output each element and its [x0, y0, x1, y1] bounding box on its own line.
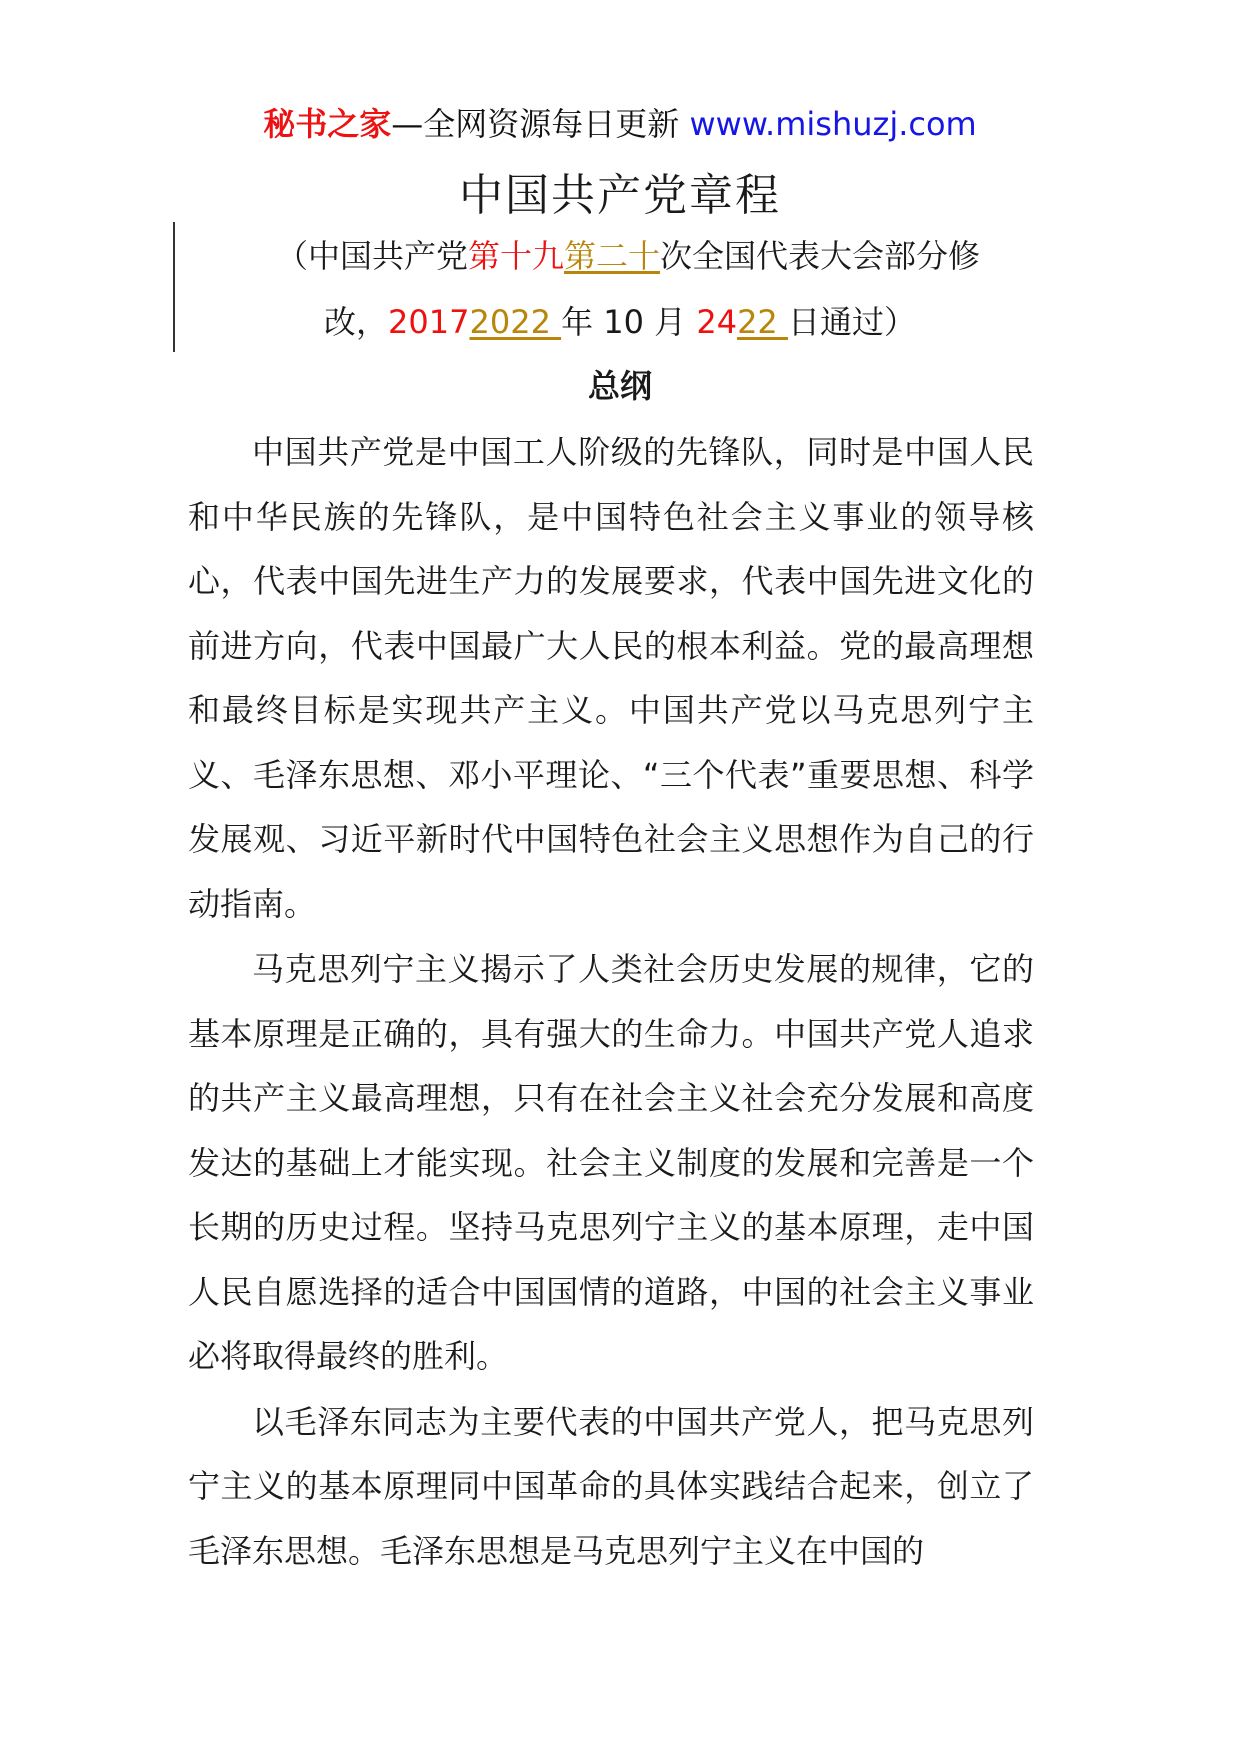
body-paragraph-3: 以毛泽东同志为主要代表的中国共产党人，把马克思列宁主义的基本原理同中国革命的具体实践结合起来，创立了毛泽东思想。毛泽东思想是马克思列宁主义在中国的 — [188, 1402, 1034, 1570]
inserted-day-text: 22 — [737, 303, 788, 341]
subtitle-line-2 — [0, 298, 1240, 346]
subtitle-month-text: 年 10 月 — [561, 303, 697, 341]
site-url-link[interactable]: www.mishuzj.com — [689, 105, 977, 143]
deleted-year-text: 2017 — [388, 303, 470, 341]
body-paragraph-1: 中国共产党是中国工人阶级的先锋队，同时是中国人民和中华民族的先锋队，是中国特色社会主义事业的领导核心，代表中国先进生产力的发展要求，代表中国先进文化的前进方向，代表中国最广大人民的根本利益。党的最高理想和最终目标是实现共产主义。中国共产党以马克思列宁主义、毛泽东思想、邓小平理论、“三个代表”重要思想、科学发展观、习近平新时代中国特色社会主义思想作为自己的行动指南。 — [188, 433, 1034, 923]
subtitle-close-text: 日通过） — [787, 303, 916, 341]
section-heading: 总纲 — [587, 367, 652, 405]
inserted-year-text: 2022 — [469, 303, 562, 341]
body-text — [188, 420, 1034, 1584]
site-tagline: —全网资源每日更新 — [391, 105, 680, 143]
site-header — [0, 102, 1240, 146]
deleted-congress-text: 第十九 — [467, 237, 564, 275]
inserted-congress-text: 第二十 — [564, 237, 661, 275]
subtitle-open-text: （中国共产党 — [275, 237, 468, 275]
site-brand: 秘书之家 — [263, 105, 392, 143]
subtitle-line2-prefix: 改， — [324, 303, 389, 341]
subtitle-mid-text: 次全国代表大会部分修 — [660, 237, 981, 275]
body-paragraph-2: 马克思列宁主义揭示了人类社会历史发展的规律，它的基本原理是正确的，具有强大的生命力。中国共产党人追求的共产主义最高理想，只有在社会主义社会充分发展和高度发达的基础上才能实现。社会主义制度的发展和完善是一个长期的历史过程。坚持马克思列宁主义的基本原理，走中国人民自愿选择的适合中国国情的道路，中国的社会主义事业必将取得最终的胜利。 — [188, 950, 1034, 1375]
document-title: 中国共产党章程 — [459, 170, 781, 221]
deleted-day-text: 24 — [696, 303, 738, 341]
subtitle-line-1 — [0, 232, 1240, 280]
